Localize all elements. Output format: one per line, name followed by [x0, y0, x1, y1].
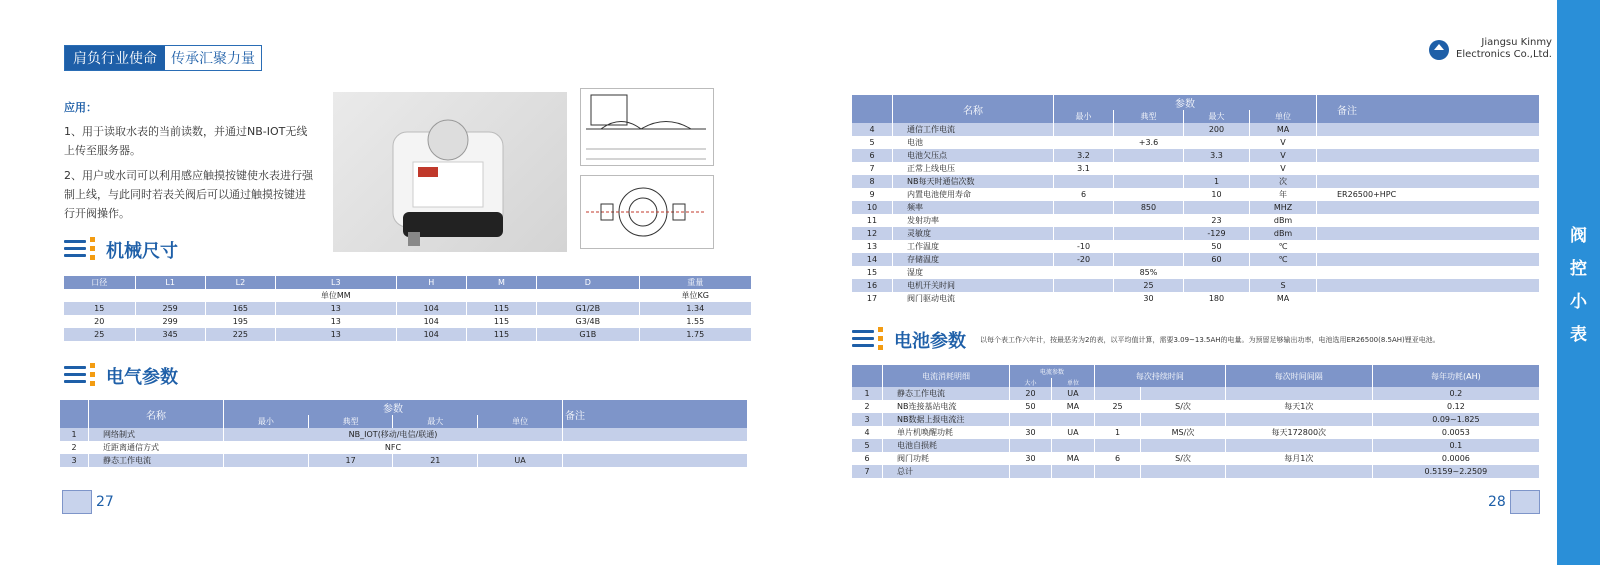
- cell: UA: [1052, 426, 1095, 439]
- cell: ℃: [1250, 240, 1317, 253]
- cell: 180: [1183, 292, 1249, 305]
- sub-header-cell: 最大: [393, 415, 478, 428]
- electrical-table-left: [60, 400, 748, 467]
- cell: G1B: [537, 328, 639, 341]
- cell: 内置电池使用寿命: [893, 188, 1054, 201]
- cell: [1114, 227, 1184, 240]
- battery-section-title: [852, 327, 1440, 353]
- table-row: [60, 441, 748, 454]
- cell: [1183, 201, 1249, 214]
- cell: [1094, 413, 1140, 426]
- cell: [1114, 188, 1184, 201]
- table-row: [64, 328, 752, 341]
- cell: 17: [852, 292, 893, 305]
- cell: 50: [1010, 400, 1052, 413]
- cell: 30: [1010, 426, 1052, 439]
- cell: 次: [1250, 175, 1317, 188]
- mech-header-cell: L1: [135, 276, 205, 289]
- cell: S/次: [1141, 452, 1226, 465]
- section-list-icon: [852, 327, 886, 353]
- cell: 8: [852, 175, 893, 188]
- battery-header-cell: 每次时间间隔: [1225, 365, 1372, 387]
- cell: [1183, 266, 1249, 279]
- cell: 10: [1183, 188, 1249, 201]
- mechanical-header-row: [64, 276, 752, 289]
- cell: MS/次: [1141, 426, 1226, 439]
- battery-header-row: [852, 365, 1540, 378]
- cell: [1141, 465, 1226, 478]
- cell: 0.2: [1372, 387, 1539, 400]
- electrical-section-title: [64, 363, 178, 389]
- badge-secondary: 传承汇聚力量: [165, 46, 261, 70]
- elec-right-header-name: 名称: [893, 95, 1054, 123]
- cell: [1114, 175, 1184, 188]
- cell: 4: [852, 426, 883, 439]
- table-row: [852, 279, 1540, 292]
- sidebar-char: 小: [1570, 291, 1587, 312]
- cell: [1250, 266, 1317, 279]
- cell: 6: [1054, 188, 1114, 201]
- cell: [1094, 439, 1140, 452]
- cell: [1183, 162, 1249, 175]
- table-row: [852, 149, 1540, 162]
- cell: 正常上线电压: [893, 162, 1054, 175]
- cell: 299: [135, 315, 205, 328]
- table-row: [852, 426, 1540, 439]
- elec-header-name: 名称: [89, 400, 224, 428]
- cell: 7: [852, 162, 893, 175]
- header-badge: [64, 45, 262, 71]
- cell: MA: [1052, 452, 1095, 465]
- application-label: 应用：: [64, 101, 97, 114]
- cell: V: [1250, 162, 1317, 175]
- mechanical-table: [64, 276, 752, 341]
- sidebar-char: 阀: [1570, 225, 1587, 246]
- cell: 21: [393, 454, 478, 467]
- cell: 115: [466, 315, 536, 328]
- cell: S: [1250, 279, 1317, 292]
- cell: 1: [60, 428, 89, 441]
- cell: [1054, 292, 1114, 305]
- sub-header-cell: 单位: [1250, 110, 1317, 123]
- sub-header-cell: 最小: [224, 415, 309, 428]
- table-row: [60, 428, 748, 441]
- cell: 0.5159~2.2509: [1372, 465, 1539, 478]
- battery-note: 以每个表工作六年计，按最恶劣为2的表，以平均值计算，需要3.09~13.5AH的电量。为预留足够输出功率，电池选用ER26500(8.5AH)锂亚电池。: [980, 336, 1440, 344]
- cell: 104: [396, 302, 466, 315]
- cell: 静态工作电流: [89, 454, 224, 467]
- cell: [1052, 439, 1095, 452]
- cell: 13: [276, 315, 397, 328]
- table-row: [852, 452, 1540, 465]
- mech-header-cell: D: [537, 276, 639, 289]
- cell: 60: [1183, 253, 1249, 266]
- cell: 1.75: [639, 328, 751, 341]
- cell: [1114, 123, 1184, 136]
- cell: dBm: [1250, 227, 1317, 240]
- cell: 1: [1094, 426, 1140, 439]
- cell: 25: [1094, 400, 1140, 413]
- cell: 每月1次: [1225, 452, 1372, 465]
- cell: 网络制式: [89, 428, 224, 441]
- mech-header-cell: H: [396, 276, 466, 289]
- cell: -20: [1054, 253, 1114, 266]
- cell: 6: [852, 452, 883, 465]
- table-row: [852, 214, 1540, 227]
- cell: 345: [135, 328, 205, 341]
- page-number-left: [62, 490, 114, 514]
- cell: +3.6: [1114, 136, 1184, 149]
- cell: [1317, 201, 1540, 214]
- battery-header-cell: 电流消耗明细: [883, 365, 1010, 387]
- table-row: [852, 413, 1540, 426]
- cell: [1094, 465, 1140, 478]
- table-row: [64, 315, 752, 328]
- application-p2: 2、用户或水司可以利用感应触摸按键使水表进行强制上线，与此同时若表关阀后可以通过触摸按键进行开阀操作。: [64, 169, 313, 220]
- cell: 湿度: [893, 266, 1054, 279]
- cell: [1317, 253, 1540, 266]
- cell: 0.12: [1372, 400, 1539, 413]
- cell: 电池: [893, 136, 1054, 149]
- elec-header-param: 参数: [224, 400, 563, 415]
- cell: 0.1: [1372, 439, 1539, 452]
- cell: 电池欠压点: [893, 149, 1054, 162]
- cell: [1317, 266, 1540, 279]
- cell: [1010, 465, 1052, 478]
- cell: 阀门驱动电流: [893, 292, 1054, 305]
- cell: 17: [308, 454, 393, 467]
- mech-header-cell: 口径: [64, 276, 135, 289]
- cell: 工作温度: [893, 240, 1054, 253]
- cell: [1183, 279, 1249, 292]
- cell: 14: [852, 253, 893, 266]
- elec-right-header-row: [852, 95, 1540, 110]
- cell: 0.0053: [1372, 426, 1539, 439]
- cell: NB每天时通信次数: [893, 175, 1054, 188]
- cell: [1317, 149, 1540, 162]
- cell: NFC: [224, 441, 563, 454]
- cell: [1010, 413, 1052, 426]
- page-number-right-text: 28: [1488, 494, 1506, 510]
- cell: [1114, 149, 1184, 162]
- cell: 9: [852, 188, 893, 201]
- battery-body: [852, 387, 1540, 478]
- cell: 3.2: [1054, 149, 1114, 162]
- cell: [1317, 123, 1540, 136]
- sidebar-char: 控: [1570, 258, 1587, 279]
- product-photo: [333, 92, 567, 252]
- cell: -10: [1054, 240, 1114, 253]
- cell: [1054, 201, 1114, 214]
- mechanical-unit-row: [64, 289, 752, 302]
- cell: [1317, 175, 1540, 188]
- cell: 11: [852, 214, 893, 227]
- cell: [1054, 266, 1114, 279]
- cell: [1054, 279, 1114, 292]
- elec-right-body: [852, 123, 1540, 305]
- cell: 225: [205, 328, 275, 341]
- cell: dBm: [1250, 214, 1317, 227]
- cell: 104: [396, 315, 466, 328]
- table-row: [852, 400, 1540, 413]
- dimension-diagram-top: [580, 175, 714, 249]
- sub-header-cell: 单位: [1052, 378, 1095, 387]
- cell: 3: [852, 413, 883, 426]
- wave-icon: [62, 490, 92, 514]
- cell: MA: [1052, 400, 1095, 413]
- cell: 1.55: [639, 315, 751, 328]
- cell: 1: [1183, 175, 1249, 188]
- cell: [1054, 123, 1114, 136]
- dimension-diagram-side: [580, 88, 714, 166]
- cell: [1114, 253, 1184, 266]
- mech-header-cell: L3: [276, 276, 397, 289]
- cell: 6: [1094, 452, 1140, 465]
- unit-mm-label: 单位MM: [276, 289, 397, 302]
- cell: [1317, 240, 1540, 253]
- cell: 7: [852, 465, 883, 478]
- cell: 195: [205, 315, 275, 328]
- cell: 0.0006: [1372, 452, 1539, 465]
- cell: 1.34: [639, 302, 751, 315]
- cell: 850: [1114, 201, 1184, 214]
- battery-header-cell: 每年功耗(AH): [1372, 365, 1539, 387]
- section-list-icon: [64, 237, 98, 263]
- cell: 16: [852, 279, 893, 292]
- cell: [1054, 214, 1114, 227]
- cell: [1141, 439, 1226, 452]
- table-row: [852, 240, 1540, 253]
- cell: 每天1次: [1225, 400, 1372, 413]
- cell: 4: [852, 123, 893, 136]
- table-row: [852, 227, 1540, 240]
- unit-kg-label: 单位KG: [639, 289, 751, 302]
- cell: 15: [64, 302, 135, 315]
- sub-header-cell: 典型: [1114, 110, 1184, 123]
- cell: 13: [276, 302, 397, 315]
- cell: 3: [60, 454, 89, 467]
- cell: NB连接基站电流: [883, 400, 1010, 413]
- cell: [1114, 214, 1184, 227]
- table-row: [852, 253, 1540, 266]
- cell: [1317, 227, 1540, 240]
- cell: 30: [1010, 452, 1052, 465]
- page-number-right: [1488, 490, 1540, 514]
- cell: 115: [466, 328, 536, 341]
- cell: 阀门功耗: [883, 452, 1010, 465]
- elec-header-note: 备注: [563, 400, 748, 428]
- cell: [1052, 465, 1095, 478]
- electrical-title-text: 电气参数: [106, 367, 178, 388]
- sub-header-cell: 大小: [1010, 378, 1052, 387]
- cell: [1225, 439, 1372, 452]
- cell: 13: [852, 240, 893, 253]
- cell: [1054, 175, 1114, 188]
- cell: 每天172800次: [1225, 426, 1372, 439]
- cell: 13: [276, 328, 397, 341]
- cell: [1114, 240, 1184, 253]
- table-row: [852, 188, 1540, 201]
- cell: 通信工作电流: [893, 123, 1054, 136]
- electrical-table-right: [852, 95, 1540, 305]
- battery-table: [852, 365, 1540, 478]
- cell: [1317, 162, 1540, 175]
- cell: 年: [1250, 188, 1317, 201]
- cell: 200: [1183, 123, 1249, 136]
- cell: [1010, 439, 1052, 452]
- cell: V: [1250, 149, 1317, 162]
- table-row: [852, 292, 1540, 305]
- sub-header-cell: 单位: [478, 415, 563, 428]
- mechanical-section-title: [64, 237, 178, 263]
- cell: 12: [852, 227, 893, 240]
- mech-header-cell: 重量: [639, 276, 751, 289]
- mech-header-cell: L2: [205, 276, 275, 289]
- cell: [224, 454, 309, 467]
- company-logo-icon: [1428, 36, 1450, 62]
- cell: 2: [852, 400, 883, 413]
- company-logo: [1428, 36, 1552, 62]
- cell: 15: [852, 266, 893, 279]
- application-text: [64, 98, 314, 229]
- sub-header-cell: 典型: [308, 415, 393, 428]
- cell: [1225, 465, 1372, 478]
- cell: 电机开关时间: [893, 279, 1054, 292]
- elec-header-row: [60, 400, 748, 415]
- page-number-left-text: 27: [96, 494, 114, 510]
- sidebar-char: 表: [1570, 324, 1587, 345]
- cell: G3/4B: [537, 315, 639, 328]
- wave-icon: [1510, 490, 1540, 514]
- cell: 灵敏度: [893, 227, 1054, 240]
- cell: 1: [852, 387, 883, 400]
- logo-line1: Jiangsu Kinmy: [1481, 37, 1552, 48]
- table-row: [852, 162, 1540, 175]
- cell: 104: [396, 328, 466, 341]
- cell: 5: [852, 136, 893, 149]
- sub-header-cell: 最小: [1054, 110, 1114, 123]
- cell: [1225, 413, 1372, 426]
- application-p1: 1、用于读取水表的当前读数，并通过NB-IOT无线上传至服务器。: [64, 125, 308, 157]
- cell: 单片机唤醒功耗: [883, 426, 1010, 439]
- cell: 23: [1183, 214, 1249, 227]
- table-row: [852, 465, 1540, 478]
- cell: 存储温度: [893, 253, 1054, 266]
- cell: [1114, 162, 1184, 175]
- cell: [1317, 279, 1540, 292]
- cell: [1052, 413, 1095, 426]
- cell: MA: [1250, 292, 1317, 305]
- cell: 165: [205, 302, 275, 315]
- cell: ER26500+HPC: [1317, 188, 1540, 201]
- section-list-icon: [64, 363, 98, 389]
- cell: 3.3: [1183, 149, 1249, 162]
- cell: 20: [1010, 387, 1052, 400]
- product-sidebar: [1557, 0, 1600, 565]
- cell: ℃: [1250, 253, 1317, 266]
- cell: NB数据上报电流注: [883, 413, 1010, 426]
- cell: 25: [1114, 279, 1184, 292]
- elec-right-header-param: 参数: [1054, 95, 1317, 110]
- sub-header-cell: 最大: [1183, 110, 1249, 123]
- table-row: [64, 302, 752, 315]
- cell: [1317, 292, 1540, 305]
- cell: 5: [852, 439, 883, 452]
- table-row: [852, 266, 1540, 279]
- cell: 频率: [893, 201, 1054, 214]
- cell: G1/2B: [537, 302, 639, 315]
- cell: NB_IOT(移动/电信/联通): [224, 428, 563, 441]
- cell: -129: [1183, 227, 1249, 240]
- cell: MHZ: [1250, 201, 1317, 214]
- cell: [1317, 136, 1540, 149]
- cell: 30: [1114, 292, 1184, 305]
- cell: 259: [135, 302, 205, 315]
- cell: 电池自损耗: [883, 439, 1010, 452]
- mechanical-title-text: 机械尺寸: [106, 241, 178, 262]
- cell: 0.09~1.825: [1372, 413, 1539, 426]
- cell: [1094, 387, 1140, 400]
- mech-header-cell: M: [466, 276, 536, 289]
- cell: 发射功率: [893, 214, 1054, 227]
- cell: 总计: [883, 465, 1010, 478]
- water-meter-illustration: [333, 92, 567, 252]
- cell: [1225, 387, 1372, 400]
- table-row: [852, 175, 1540, 188]
- cell: 50: [1183, 240, 1249, 253]
- logo-line2: Electronics Co.,Ltd.: [1456, 49, 1552, 60]
- cell: 3.1: [1054, 162, 1114, 175]
- cell: [1054, 227, 1114, 240]
- cell: [1054, 136, 1114, 149]
- battery-header-cell: 每次持续时间: [1094, 365, 1225, 387]
- cell: 115: [466, 302, 536, 315]
- cell: UA: [1052, 387, 1095, 400]
- battery-header-cell: 电流参数: [1010, 365, 1095, 378]
- battery-title-text: 电池参数: [894, 331, 966, 352]
- table-row: [852, 439, 1540, 452]
- elec-right-header-note: 备注: [1317, 95, 1540, 123]
- cell: [1141, 387, 1226, 400]
- cell: 10: [852, 201, 893, 214]
- table-row: [852, 123, 1540, 136]
- badge-primary: 肩负行业使命: [65, 46, 165, 70]
- cell: 85%: [1114, 266, 1184, 279]
- cell: V: [1250, 136, 1317, 149]
- table-row: [852, 201, 1540, 214]
- table-row: [852, 136, 1540, 149]
- cell: [1317, 214, 1540, 227]
- cell: S/次: [1141, 400, 1226, 413]
- cell: 静态工作电流: [883, 387, 1010, 400]
- cell: [1141, 413, 1226, 426]
- cell: MA: [1250, 123, 1317, 136]
- cell: 近距离通信方式: [89, 441, 224, 454]
- table-row: [60, 454, 748, 467]
- table-row: [852, 387, 1540, 400]
- cell: 20: [64, 315, 135, 328]
- cell: 6: [852, 149, 893, 162]
- cell: 2: [60, 441, 89, 454]
- cell: [1183, 136, 1249, 149]
- cell: UA: [478, 454, 563, 467]
- cell: 25: [64, 328, 135, 341]
